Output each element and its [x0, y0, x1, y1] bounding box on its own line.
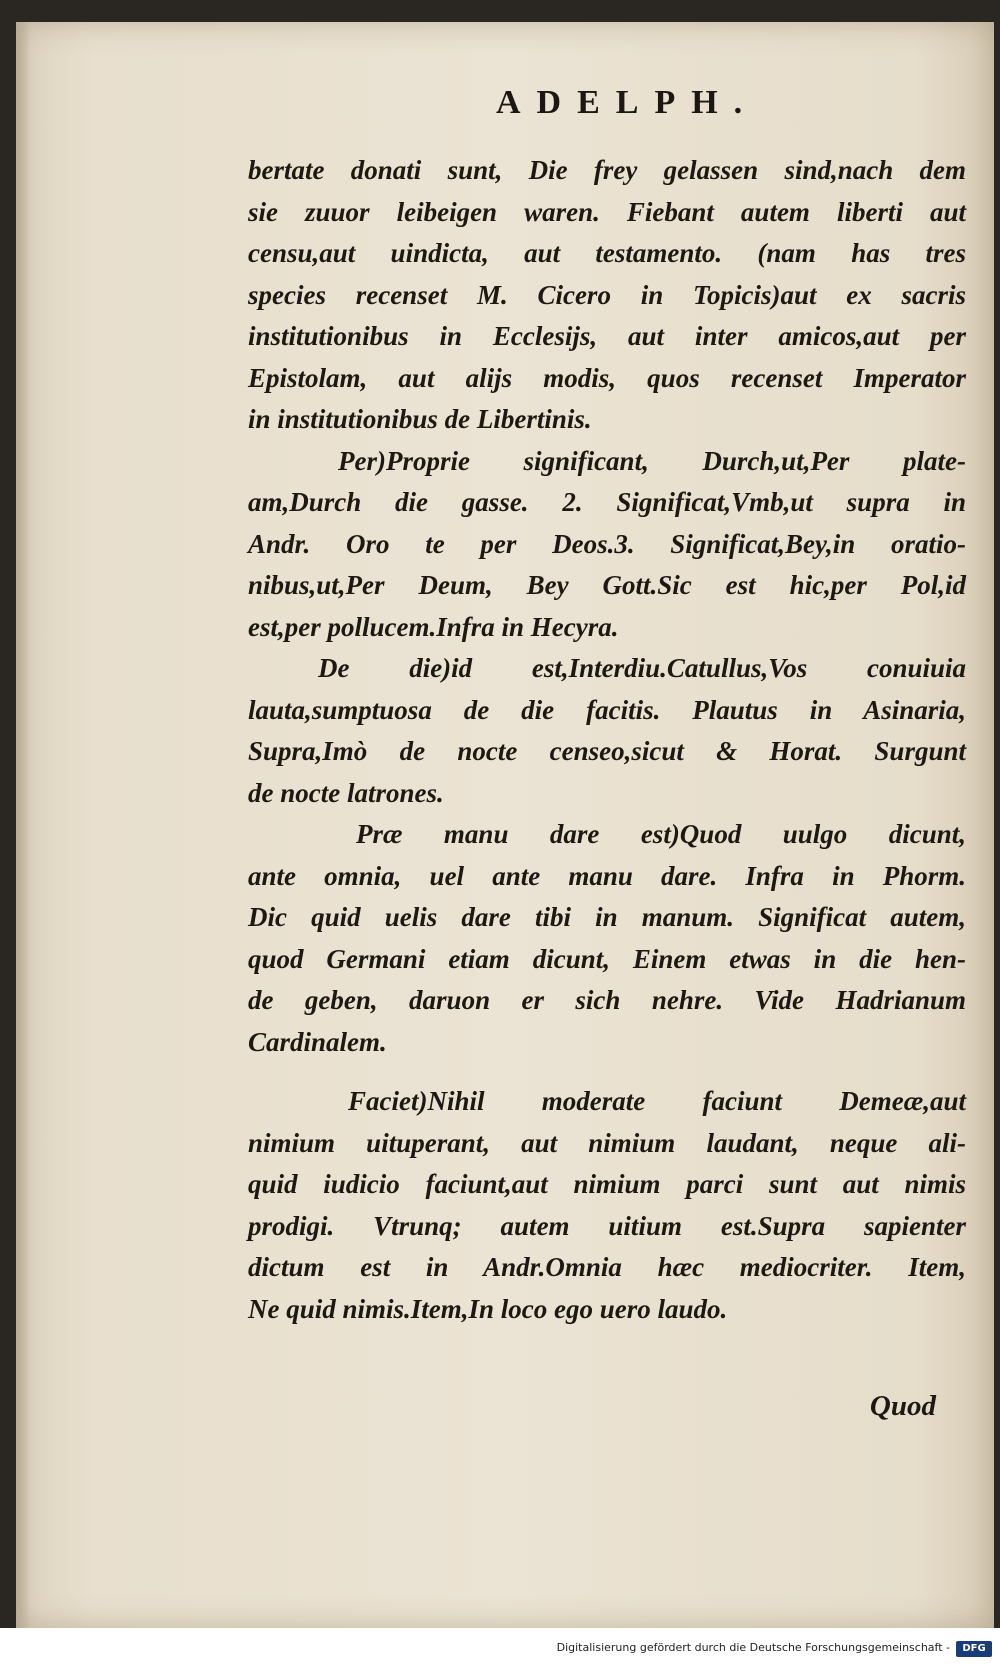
- text-line: nibus,ut,Per Deum, Bey Gott.Sic est hic,per Pol,id: [248, 570, 966, 600]
- text-line: Supra,Imò de nocte censeo,sicut & Horat. Surgunt: [248, 736, 966, 766]
- book-page: [16, 22, 994, 1628]
- text-line: Andr. Oro te per Deos.3. Significat,Bey,in oratio-: [248, 528, 966, 559]
- text-line: bertate donati sunt, Die frey gelassen sind,nach dem: [248, 155, 966, 185]
- text-line: Cardinalem.: [248, 1026, 387, 1057]
- text-line: Præ manu dare est)Quod uulgo dicunt,: [356, 819, 966, 849]
- catchword: Quod: [869, 1390, 936, 1422]
- text-line: quod Germani etiam dicunt, Einem etwas in die hen-: [248, 943, 966, 974]
- text-line: lauta,sumptuosa de die facitis. Plautus in Asinaria,: [248, 694, 966, 725]
- text-line: quid iudicio faciunt,aut nimium parci sunt aut nimis: [248, 1169, 966, 1199]
- text-line: Ne quid nimis.Item,In loco ego uero laudo.: [248, 1293, 728, 1324]
- footer-bar: [0, 1628, 1000, 1664]
- dfg-logo-icon[interactable]: DFG: [956, 1641, 992, 1657]
- text-line: am,Durch die gasse. 2. Significat,Vmb,ut supra in: [248, 487, 966, 517]
- body-text: [248, 150, 966, 1330]
- text-line: dictum est in Andr.Omnia hæc mediocriter. Item,: [248, 1252, 966, 1282]
- running-head: ADELPH.: [496, 84, 759, 121]
- text-line: est,per pollucem.Infra in Hecyra.: [248, 611, 619, 642]
- text-line: species recenset M. Cicero in Topicis)aut ex sacris: [248, 279, 966, 310]
- text-line: Epistolam, aut alijs modis, quos recenset Imperator: [248, 362, 966, 393]
- text-line: institutionibus in Ecclesijs, aut inter amicos,aut per: [248, 321, 966, 351]
- digitization-credit: Digitalisierung gefördert durch die Deutsche Forschungsgemeinschaft -: [556, 1641, 950, 1654]
- text-line: De die)id est,Interdiu.Catullus,Vos conuiuia: [318, 653, 966, 683]
- text-line: Faciet)Nihil moderate faciunt Demeæ,aut: [348, 1086, 966, 1116]
- text-line: de geben, daruon er sich nehre. Vide Hadrianum: [248, 985, 966, 1015]
- text-line: nimium uituperant, aut nimium laudant, neque ali-: [248, 1127, 966, 1158]
- text-line: de nocte latrones.: [248, 777, 444, 808]
- text-line: prodigi. Vtrunq; autem uitium est.Supra sapienter: [248, 1210, 966, 1241]
- page-spine-shadow: [16, 22, 30, 1628]
- text-line: sie zuuor leibeigen waren. Fiebant autem liberti aut: [248, 196, 966, 227]
- text-line: Per)Proprie significant, Durch,ut,Per plate-: [338, 445, 966, 476]
- text-line: Dic quid uelis dare tibi in manum. Significat autem,: [248, 902, 966, 932]
- text-line: in institutionibus de Libertinis.: [248, 404, 592, 434]
- text-line: censu,aut uindicta, aut testamento. (nam has tres: [248, 238, 966, 268]
- text-line: ante omnia, uel ante manu dare. Infra in Phorm.: [248, 860, 966, 891]
